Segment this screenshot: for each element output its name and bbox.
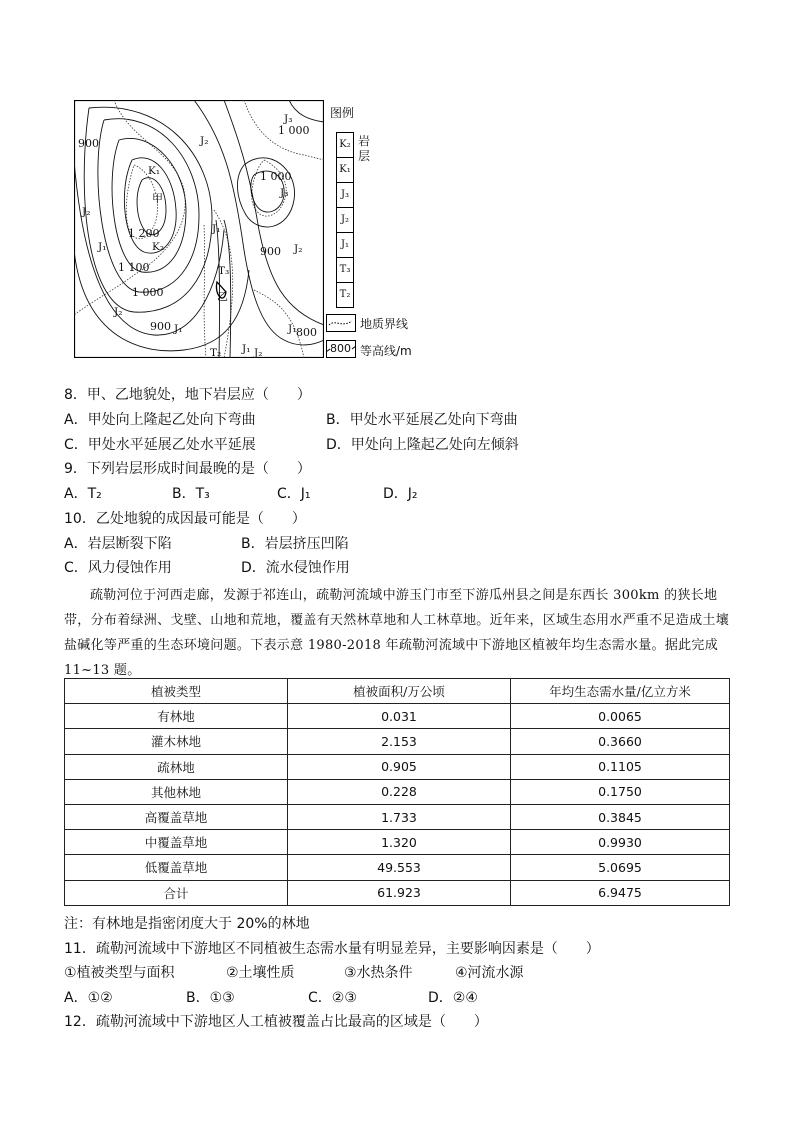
contour-label: 1 200 [128,227,160,240]
table-cell: 合计 [65,880,288,905]
q8-option-a[interactable]: A．甲处向上隆起乙处向下弯曲 [64,412,256,428]
q11-factor-2: ②土壤性质 [226,965,295,981]
table-cell: 0.3660 [511,729,730,754]
q9-option-d[interactable]: D．J₂ [383,486,418,502]
table-cell: 5.0695 [511,855,730,880]
boundary-sample-icon [326,314,356,332]
question-11: 11．疏勒河流域中下游地区不同植被生态需水量有明显差异，主要影响因素是（ ） [64,941,600,957]
table-cell: 0.3845 [511,804,730,829]
table-row [65,729,730,754]
table-cell: 灌木林地 [65,729,288,754]
stratum-box: J₂ [337,208,353,233]
table-row-total [65,880,730,905]
table-cell: 0.9930 [511,830,730,855]
table-cell: 0.0065 [511,704,730,729]
table-cell: 2.153 [288,729,511,754]
contour-label: 900 [78,137,99,150]
table-cell: 0.905 [288,754,511,779]
q11-factor-3: ③水热条件 [344,965,413,981]
q10-option-b[interactable]: B．岩层挤压凹陷 [241,536,349,552]
contour-label: 等高线/m [360,344,412,358]
geologic-contour-map [74,100,324,358]
table-cell: 中覆盖草地 [65,830,288,855]
strata-column [336,132,354,308]
contour-label: 1 000 [278,124,310,137]
place-label-yi: 乙 [217,290,228,303]
q10-option-a[interactable]: A．岩层断裂下陷 [64,536,172,552]
question-12: 12．疏勒河流域中下游地区人工植被覆盖占比最高的区域是（ ） [64,1014,488,1030]
layer-label: J₂ [254,347,263,358]
table-row [65,704,730,729]
contour-label: 800 [296,326,317,339]
table-cell: 1.320 [288,830,511,855]
stratum-box: T₃ [337,258,353,283]
contour-label: 900 [150,320,171,333]
stratum-box: K₂ [337,133,353,158]
table-header: 年均生态需水量/亿立方米 [511,679,730,704]
table-cell: 6.9475 [511,880,730,905]
layer-label: K₂ [152,241,165,253]
place-label-jia: 甲 [152,192,163,205]
q8-option-c[interactable]: C．甲处水平延展乙处水平延展 [64,437,256,453]
stratum-box: K₁ [337,158,353,183]
layer-label: J₂ [294,243,303,255]
table-row [65,830,730,855]
table-row [65,855,730,880]
stratum-box: J₁ [337,233,353,258]
q11-factor-1: ①植被类型与面积 [64,965,175,981]
table-header: 植被类型 [65,679,288,704]
contour-label: 1 000 [260,170,292,183]
q8-option-d[interactable]: D．甲处向上隆起乙处向左倾斜 [326,437,519,453]
q10-option-d[interactable]: D．流水侵蚀作用 [241,560,350,576]
layer-label: J₁ [288,323,297,335]
layer-label: J₁ [174,323,183,335]
map-legend [326,100,426,360]
layer-label: J₂ [200,135,209,147]
reading-passage: 疏勒河位于河西走廊，发源于祁连山，疏勒河流域中游玉门市至下游瓜州县之间是东西长 300km 的狭长地带，分布着绿洲、戈壁、山地和荒地，覆盖有天然林草地和人工林草地。近年来，区域生态用水严重不足造成土壤盐碱化等严重的生态环境问题。下表示意 1980-2018 年疏勒河流域中下游地区植被年均生态需水量。据此完成 11~13 题。 [64,588,730,678]
layer-label: J₃ [280,187,289,199]
q11-factor-4: ④河流水源 [455,965,524,981]
stratum-box: J₃ [337,183,353,208]
contour-label: 1 000 [132,286,164,299]
table-note: 注：有林地是指密闭度大于 20%的林地 [64,916,310,932]
table-cell: 0.031 [288,704,511,729]
question-10: 10．乙处地貌的成因最可能是（ ） [64,511,306,527]
table-cell: 49.553 [288,855,511,880]
layer-label: J₃ [284,113,293,125]
layer-label: T₃ [218,265,230,277]
question-9: 9．下列岩层形成时间最晚的是（ ） [64,461,311,477]
layer-label: K₁ [148,165,161,177]
q11-option-c[interactable]: C．②③ [308,990,357,1006]
contour-label: 900 [260,245,281,258]
layer-label: J₁ [242,343,251,355]
layer-label: J₁ [212,223,221,235]
layer-label: T₂ [210,347,222,358]
layer-label: J₂ [82,206,91,218]
layer-label: J₂ [114,306,123,318]
contour-sample-value: 800 [330,342,351,355]
legend-title: 图例 [330,106,355,120]
q8-option-b[interactable]: B．甲处水平延展乙处向下弯曲 [326,412,518,428]
layer-label: J₁ [98,241,107,253]
table-cell: 0.228 [288,779,511,804]
q11-option-a[interactable]: A．①② [64,990,113,1006]
table-cell: 高覆盖草地 [65,804,288,829]
q9-option-b[interactable]: B．T₃ [172,486,210,502]
vegetation-water-demand-table [64,678,730,906]
table-cell: 1.733 [288,804,511,829]
table-cell: 有林地 [65,704,288,729]
table-cell: 疏林地 [65,754,288,779]
q11-option-b[interactable]: B．①③ [186,990,235,1006]
question-8: 8．甲、乙地貌处，地下岩层应（ ） [64,387,311,403]
table-cell: 其他林地 [65,779,288,804]
q10-option-c[interactable]: C．风力侵蚀作用 [64,560,172,576]
table-cell: 0.1105 [511,754,730,779]
contour-label: 1 100 [118,261,150,274]
q9-option-a[interactable]: A．T₂ [64,486,102,502]
q11-option-d[interactable]: D．②④ [428,990,478,1006]
table-cell: 低覆盖草地 [65,855,288,880]
table-cell: 61.923 [288,880,511,905]
table-row [65,804,730,829]
strata-caption: 岩层 [358,134,371,163]
boundary-label: 地质界线 [360,317,409,331]
table-header: 植被面积/万公顷 [288,679,511,704]
table-cell: 0.1750 [511,779,730,804]
table-row [65,779,730,804]
table-header-row [65,679,730,704]
q9-option-c[interactable]: C．J₁ [277,486,311,502]
table-row [65,754,730,779]
stratum-box: T₂ [339,289,351,300]
